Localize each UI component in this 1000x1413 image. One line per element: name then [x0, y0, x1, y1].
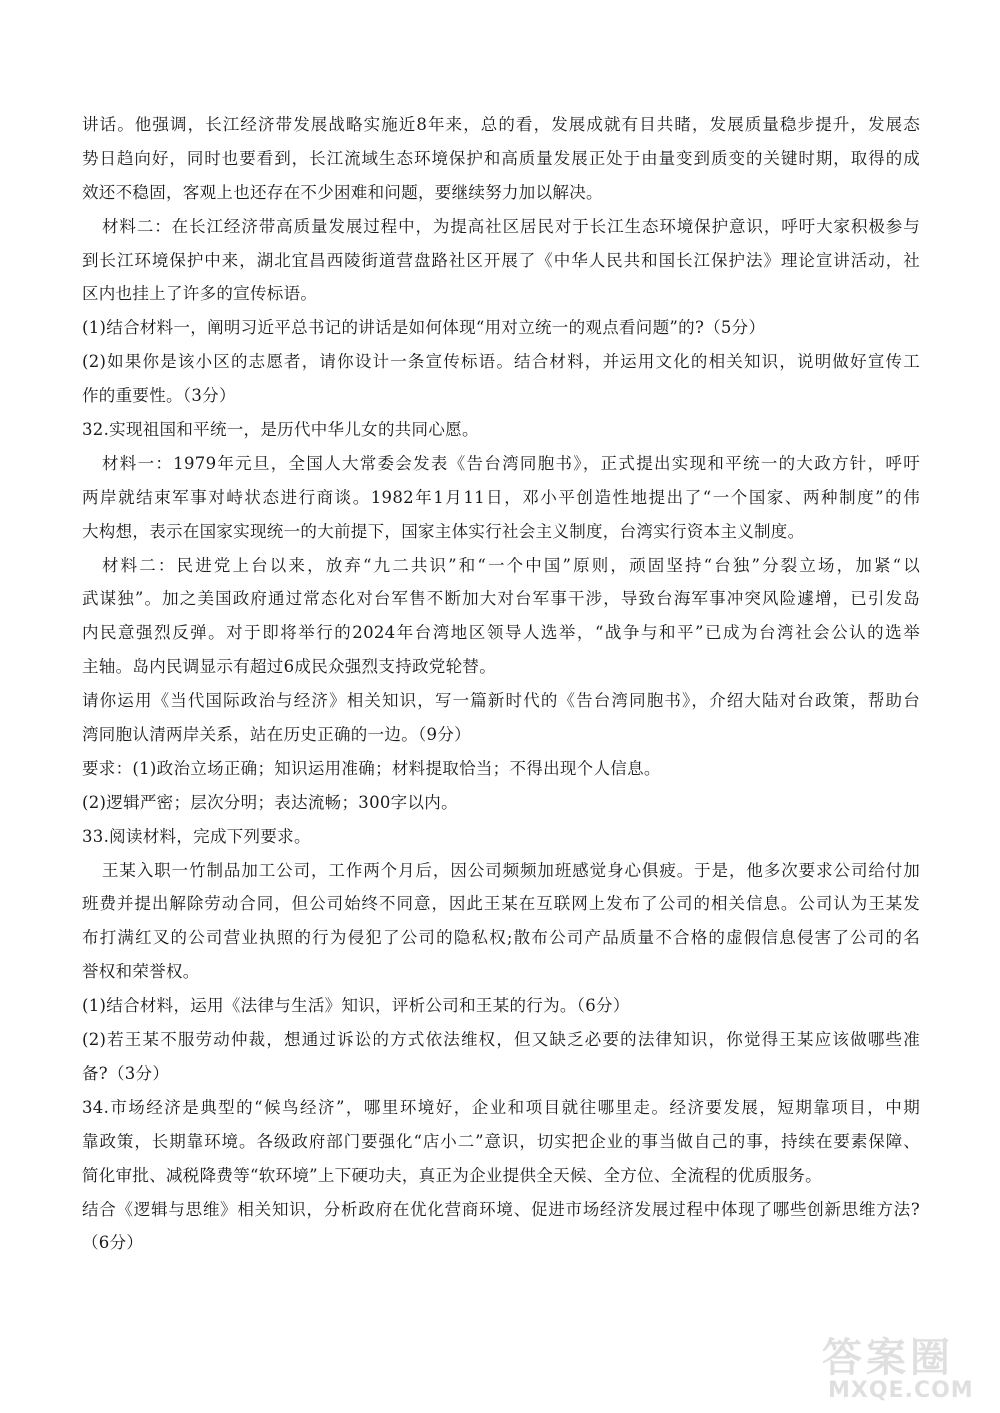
- text-line: 誉权和荣誉权。: [82, 962, 200, 982]
- watermark-top-text: 答案圈: [822, 1335, 954, 1381]
- watermark-logo: [822, 1336, 972, 1406]
- text-line: 布打满红叉的公司营业执照的行为侵犯了公司的隐私权;散布公司产品质量不合格的虚假信息侵害了公司的名: [82, 928, 920, 948]
- watermark-bottom-text: MXQE.COM: [828, 1378, 974, 1403]
- text-line: 讲话。他强调，长江经济带发展战略实施近8年来，总的看，发展成就有目共睹，发展质量稳步提升，发展态: [82, 115, 920, 134]
- text-line: 效还不稳固，客观上也还存在不少困难和问题，要继续努力加以解决。: [82, 182, 603, 202]
- text-line: 班费并提出解除劳动合同，但公司始终不同意，因此王某在互联网上发布了公司的相关信息。公司认为王某发: [82, 894, 920, 914]
- text-line: 主轴。岛内民调显示有超过6成民众强烈支持政党轮替。: [82, 657, 496, 677]
- text-line: 34.市场经济是典型的“候鸟经济”，哪里环境好，企业和项目就往哪里走。经济要发展，短期靠项目，中期: [82, 1097, 920, 1117]
- text-line: 简化审批、减税降费等“软环境”上下硬功夫，真正为企业提供全天候、全方位、全流程的优质服务。: [82, 1165, 822, 1185]
- document-body: [82, 108, 920, 1260]
- text-line: 材料一：1979年元旦，全国人大常委会发表《告台湾同胞书》，正式提出实现和平统一的大政方针，呼吁: [102, 453, 920, 473]
- text-line: (2)如果你是该小区的志愿者，请你设计一条宣传标语。结合材料，并运用文化的相关知识，说明做好宣传工: [82, 352, 920, 372]
- text-line: 靠政策，长期靠环境。各级政府部门要强化“店小二”意识，切实把企业的事当做自己的事，持续在要素保障、: [82, 1131, 920, 1151]
- text-line: 材料二：在长江经济带高质量发展过程中，为提高社区居民对于长江生态环境保护意识，呼吁大家积极参与: [102, 216, 920, 236]
- text-line: 33.阅读材料，完成下列要求。: [82, 826, 311, 846]
- text-line: (1)结合材料一，阐明习近平总书记的讲话是如何体现“用对立统一的观点看问题”的?（5分）: [82, 318, 766, 338]
- text-line: 武谋独”。加之美国政府通过常态化对台军售不断加大对台军事干涉，导致台海军事冲突风险遽增，已引发岛: [82, 589, 920, 609]
- text-line: 两岸就结束军事对峙状态进行商谈。1982年1月11日，邓小平创造性地提出了“一个国家、两种制度”的伟: [82, 487, 920, 507]
- text-line: 势日趋向好，同时也要看到，长江流域生态环境保护和高质量发展正处于由量变到质变的关键时期，取得的成: [82, 148, 920, 168]
- text-line: (2)若王某不服劳动仲裁，想通过诉讼的方式依法维权，但又缺乏必要的法律知识，你觉得王某应该做哪些准: [82, 1030, 920, 1050]
- text-line: 大构想，表示在国家实现统一的大前提下，国家主体实行社会主义制度，台湾实行资本主义制度。: [82, 521, 805, 541]
- text-line: 备?（3分）: [82, 1063, 170, 1083]
- text-line: 32.实现祖国和平统一，是历代中华儿女的共同心愿。: [82, 420, 479, 440]
- text-line: 王某入职一竹制品加工公司，工作两个月后，因公司频频加班感觉身心俱疲。于是，他多次要求公司给付加: [102, 860, 920, 880]
- text-line: 作的重要性。（3分）: [82, 386, 236, 406]
- text-line: (2)逻辑严密；层次分明；表达流畅；300字以内。: [82, 792, 458, 812]
- text-line: 请你运用《当代国际政治与经济》相关知识，写一篇新时代的《告台湾同胞书》，介绍大陆对台政策，帮助台: [82, 691, 920, 711]
- text-line: （6分）: [82, 1233, 144, 1253]
- text-line: 内民意强烈反弹。对于即将举行的2024年台湾地区领导人选举，“战争与和平”已成为台湾社会公认的选举: [82, 623, 920, 643]
- text-line: 湾同胞认清两岸关系，站在历史正确的一边。（9分）: [82, 725, 471, 745]
- text-line: 区内也挂上了许多的宣传标语。: [82, 284, 318, 304]
- text-line: (1)结合材料，运用《法律与生活》知识，评析公司和王某的行为。（6分）: [82, 996, 630, 1016]
- text-line: 材料二：民进党上台以来，放弃“九二共识”和“一个中国”原则，顽固坚持“台独”分裂立场，加紧“以: [102, 555, 920, 575]
- text-line: 结合《逻辑与思维》相关知识，分析政府在优化营商环境、促进市场经济发展过程中体现了哪些创新思维方法?: [82, 1199, 920, 1219]
- text-line: 要求：(1)政治立场正确；知识运用准确；材料提取恰当；不得出现个人信息。: [82, 758, 661, 778]
- text-line: 到长江环境保护中来，湖北宜昌西陵街道营盘路社区开展了《中华人民共和国长江保护法》理论宣讲活动，社: [82, 250, 920, 270]
